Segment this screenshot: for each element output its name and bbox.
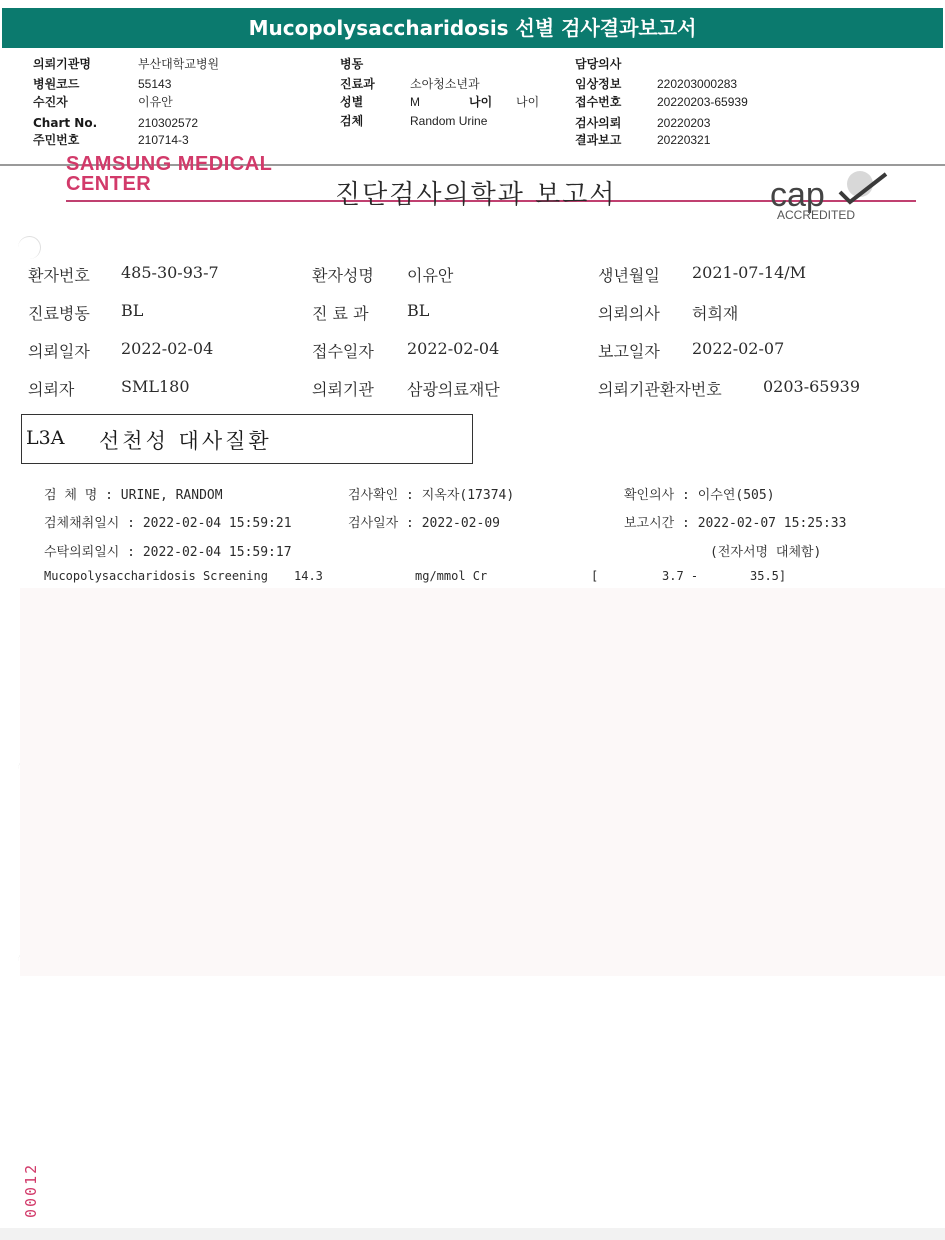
hospital-code-value: 55143 [138,77,172,91]
result-value: 14.3 [294,569,323,583]
chart-no-value: 210302572 [138,116,199,130]
info-value: BL [407,301,430,320]
hospital-code-label: 병원코드 [33,77,80,91]
info-value: 2022-02-04 [121,339,214,358]
collected-detail: 검체채취일시 : 2022-02-04 15:59:21 [44,516,292,531]
info-label: 접수일자 [312,342,374,361]
punch-hole-mark [18,236,41,259]
institution-value: 부산대학교병원 [138,57,220,71]
age-value: 나이 [516,95,540,109]
cap-accredited-logo [768,168,893,226]
cap-logo-sub: ACCREDITED [777,208,856,222]
ward-label: 병동 [340,57,364,71]
info-label: 환자성명 [312,266,374,285]
department-value: 소아청소년과 [410,77,480,91]
sex-value: M [410,95,420,109]
age-label: 나이 [469,95,493,109]
verifier-detail: 검사확인 : 지옥자(17374) [348,488,515,503]
report-date-label: 결과보고 [575,133,622,147]
info-value: 허희재 [692,304,739,323]
info-value: 삼광의료재단 [407,380,500,399]
consigned-detail: 수탁의뢰일시 : 2022-02-04 15:59:17 [44,545,292,560]
sex-label: 성별 [340,95,364,109]
info-value: BL [121,301,144,320]
info-label: 의뢰일자 [28,342,90,361]
cap-logo-text: cap [770,176,825,214]
info-label: 진 료 과 [312,304,369,323]
result-range-low: 3.7 - [662,569,699,583]
info-label: 진료병동 [28,304,90,323]
report-title-banner: Mucopolysaccharidosis 선별 검사결과보고서 [2,8,943,48]
institution-label: 의뢰기관명 [33,57,91,71]
section-name: 선천성 대사질환 [99,429,272,453]
resident-no-value: 210714-3 [138,133,189,147]
info-label: 의뢰기관환자번호 [598,380,722,399]
section-box [21,414,473,464]
result-unit: mg/mmol Cr [415,569,488,583]
center-name [66,153,326,195]
info-value: 485-30-93-7 [121,263,219,282]
chart-no-label: Chart No. [33,116,98,130]
blank-scan-area [20,588,945,976]
result-range-high: 35.5] [750,569,787,583]
info-value: 2022-02-07 [692,339,785,358]
center-name-text: SAMSUNG MEDICAL CENTER [66,153,273,195]
report-time-detail: 보고시간 : 2022-02-07 15:25:33 [624,516,847,531]
info-label: 생년월일 [598,266,660,285]
info-label: 환자번호 [28,266,90,285]
info-label: 의뢰의사 [598,304,660,323]
e-sign-note: (전자서명 대체함) [710,545,822,560]
result-range-bracket: [ [591,569,599,583]
report-date-value: 20220321 [657,133,711,147]
info-value: 2022-02-04 [407,339,500,358]
info-value: 2021-07-14/M [692,263,807,282]
specimen-value: Random Urine [410,114,488,128]
info-label: 의뢰자 [28,380,75,399]
header-info [0,50,945,165]
doctor-label: 담당의사 [575,57,622,71]
info-label: 의뢰기관 [312,380,374,399]
info-value: 0203-65939 [763,377,861,396]
cap-logo-graphic [768,168,893,226]
accession-no-label: 접수번호 [575,95,622,109]
accession-no-value: 20220203-65939 [657,95,748,109]
clinical-info-value: 220203000283 [657,77,738,91]
resident-no-label: 주민번호 [33,133,80,147]
department-label: 진료과 [340,77,375,91]
page-code: 00012 [22,1162,40,1218]
info-label: 보고일자 [598,342,660,361]
info-value: 이유안 [407,266,454,285]
request-date-label: 검사의뢰 [575,116,622,130]
confirm-doctor-detail: 확인의사 : 이수연(505) [624,488,775,503]
clinical-info-label: 임상정보 [575,77,622,91]
lab-report-title: 진단검사의학과 보고서 [335,180,617,210]
result-row [44,569,804,587]
specimen-detail: 검 체 명 : URINE, RANDOM [44,488,223,503]
test-date-detail: 검사일자 : 2022-02-09 [348,516,500,531]
patient-value: 이유안 [138,95,173,109]
section-code: L3A [26,427,65,449]
patient-label: 수진자 [33,95,68,109]
specimen-label: 검체 [340,114,364,128]
request-date-value: 20220203 [657,116,711,130]
info-value: SML180 [121,377,190,396]
result-test-name: Mucopolysaccharidosis Screening [44,569,268,583]
